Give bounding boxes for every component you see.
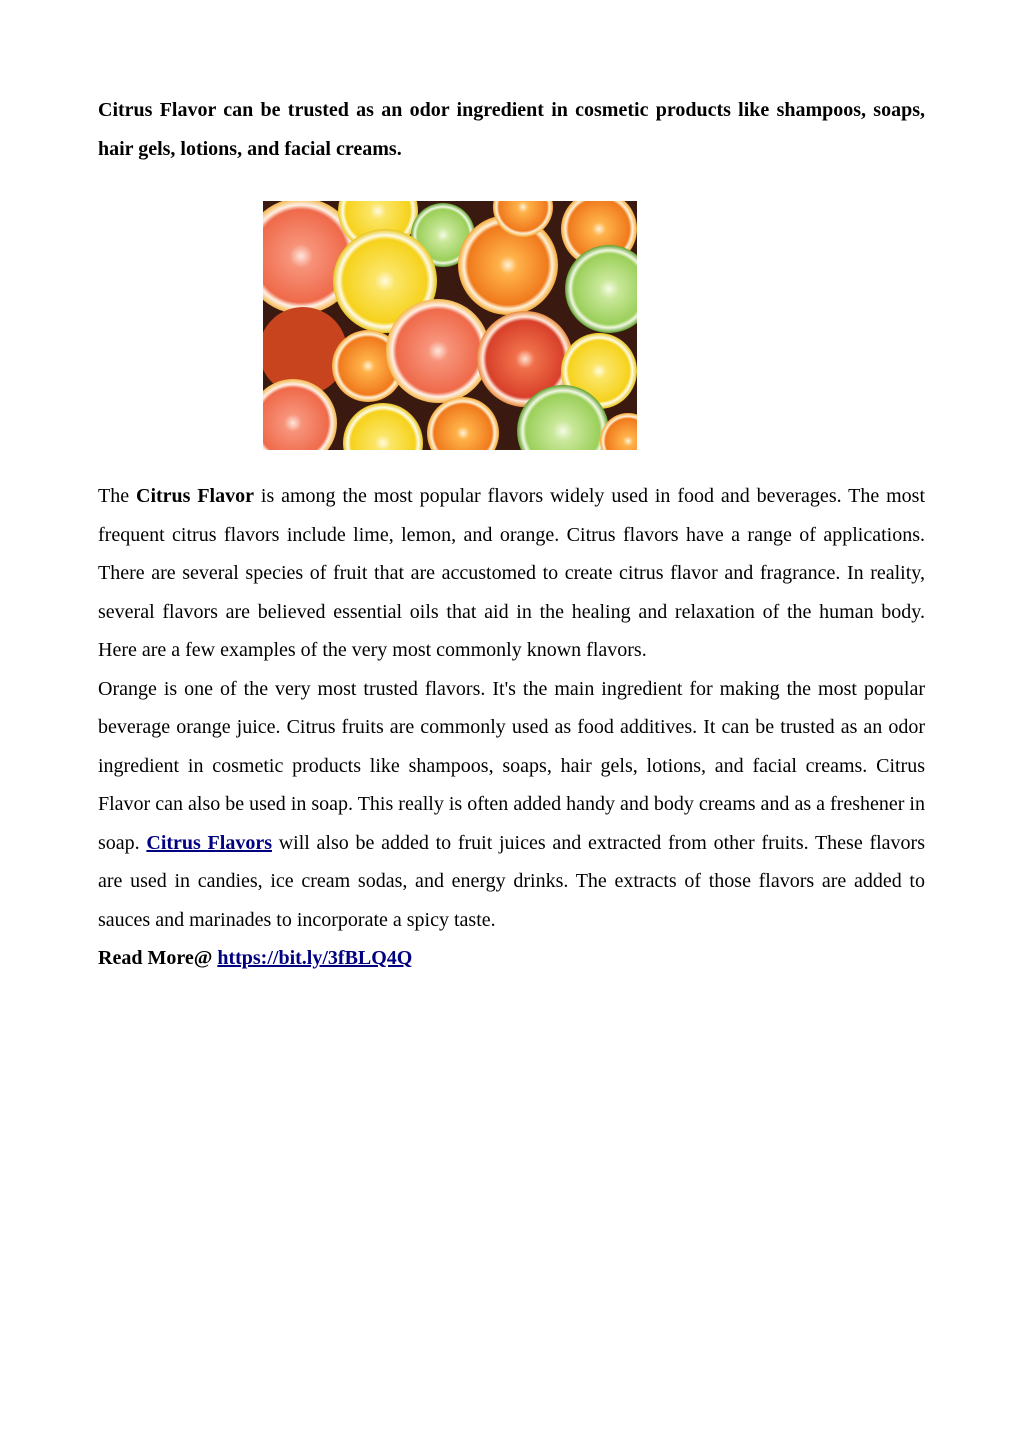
citrus-slices-illustration: [263, 201, 637, 450]
paragraph1-lead: The: [98, 485, 136, 507]
intro-heading: Citrus Flavor can be trusted as an odor ingredient in cosmetic products like shampoos, soaps, hair gels, lotions, and facial creams.: [98, 99, 925, 160]
paragraph2-before-link: Orange is one of the very most trusted flavors. It's the main ingredient for making the most popular beverage orange juice. Citrus fruits are commonly used as food additives. It can be trusted as an odor ingredient in cosmetic products like shampoos, soaps, hair gels, lotions, and facial creams. Citrus Flavor can also be used in soap. This really is often added handy and body creams and as a freshener in soap.: [98, 677, 925, 854]
read-more-label: Read More@: [98, 947, 218, 969]
read-more-line: [98, 939, 925, 978]
paragraph2-after-link: will also be added to fruit juices and extracted from other fruits. These flavors are used in candies, ice cream sodas, and energy drinks. The extracts of those flavors are added to sauces and marinades to incorporate a spicy taste.: [98, 831, 925, 931]
document-page: [98, 91, 925, 978]
paragraph1-rest: is among the most popular flavors widely used in food and beverages. The most frequent citrus flavors include lime, lemon, and orange. Citrus flavors have a range of applications. There are several species of fruit that are accustomed to create citrus flavor and fragrance. In reality, several flavors are believed essential oils that aid in the healing and relaxation of the human body. Here are a few examples of the very most commonly known flavors.: [98, 485, 926, 661]
paragraph-citrus-flavor: [98, 477, 925, 670]
citrus-flavors-link[interactable]: Citrus Flavors: [146, 831, 272, 854]
citrus-slices-photo: [263, 201, 637, 450]
read-more-link[interactable]: https://bit.ly/3fBLQ4Q: [217, 947, 413, 969]
paragraph1-bold-term: Citrus Flavor: [136, 485, 254, 507]
paragraph-orange: [98, 670, 925, 940]
